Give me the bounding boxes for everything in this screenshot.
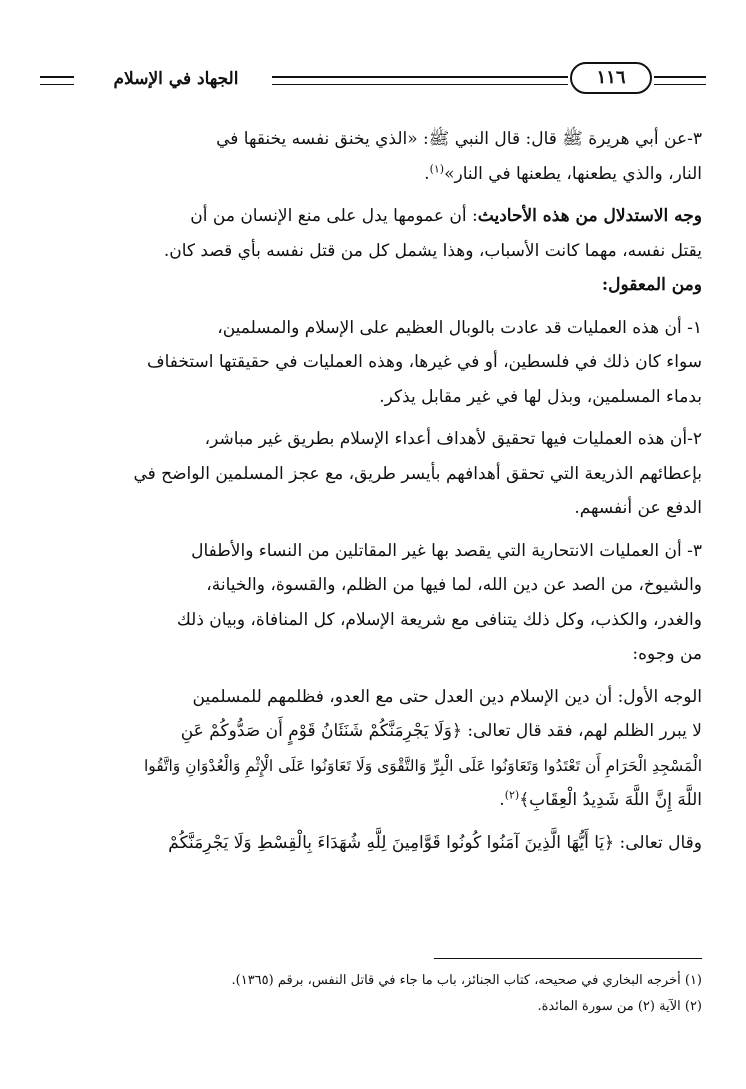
inference-paragraph	[40, 199, 702, 268]
text-line: بدماء المسلمين، وبذل لها في غير مقابل يذكر.	[379, 386, 702, 407]
punctuation: .	[424, 163, 430, 184]
text-line: ٣-عن أبي هريرة ﷺ قال: قال النبي ﷺ: «الذي يخنق نفسه يخنقها في	[216, 129, 702, 149]
quran-line: اللَّهَ إِنَّ اللَّهَ شَدِيدُ الْعِقَابِ﴾	[519, 790, 702, 810]
footnotes	[40, 968, 702, 1020]
text-line: : أن عمومها يدل على منع الإنسان من أن	[190, 206, 478, 226]
footnote: (١) أخرجه البخاري في صحيحه، كتاب الجنائز، باب ما جاء في قاتل النفس، برقم (١٣٦٥).	[231, 973, 702, 988]
first-aspect-paragraph	[40, 680, 702, 818]
text-line: والغدر، والكذب، وكل ذلك يتنافى مع شريعة الإسلام، كل المنافاة، وبيان ذلك	[176, 609, 702, 630]
footnote-ref[interactable]: (٢)	[504, 788, 520, 802]
maqul-heading: ومن المعقول:	[601, 275, 702, 295]
hadith-paragraph	[40, 122, 702, 191]
main-text	[40, 122, 702, 860]
text-line: ٣- أن العمليات الانتحارية التي يقصد بها غير المقاتلين من النساء والأطفال	[191, 540, 702, 561]
running-header	[40, 62, 706, 98]
page-number: ١١٦	[570, 62, 652, 94]
text-line: ٢-أن هذه العمليات فيها تحقيق لأهداف أعداء الإسلام بطريق غير مباشر،	[204, 429, 702, 449]
footnote: (٢) الآية (٢) من سورة المائدة.	[537, 999, 702, 1014]
point-paragraph	[40, 311, 702, 415]
text-line: الدفع عن أنفسهم.	[574, 498, 702, 518]
text-line: بإعطائهم الذريعة التي تحقق أهدافهم بأيسر طريق، مع عجز المسلمين الواضح في	[133, 463, 702, 484]
quran-line: الْمَسْجِدِ الْحَرَامِ أَن تَعْتَدُوا وَتَعَاوَنُوا عَلَى الْبِرِّ وَالتَّقْوَى وَلَا تَعَاوَنُوا عَلَى الْإِثْمِ وَالْعُدْوَانِ وَاتَّقُوا	[143, 756, 702, 775]
point-paragraph	[40, 422, 702, 526]
text-line: النار، والذي يطعنها، يطعنها في النار»	[444, 163, 702, 184]
text-line: وقال تعالى: ﴿يَا أَيُّهَا الَّذِينَ آمَنُوا كُونُوا قَوَّامِينَ لِلَّهِ شُهَدَاءَ بِالْقِسْطِ وَلَا يَجْرِمَنَّكُمْ	[168, 832, 702, 853]
inference-heading: وجه الاستدلال من هذه الأحاديث	[477, 206, 702, 226]
header-rule-middle	[272, 76, 568, 85]
punctuation: .	[499, 790, 505, 810]
text-line: سواء كان ذلك في فلسطين، أو في غيرها، وهذه العمليات في حقيقتها استخفاف	[146, 352, 702, 372]
book-title: الجهاد في الإسلام	[113, 69, 239, 89]
text-line: والشيوخ، من الصد عن دين الله، لما فيها من الظلم، والقسوة، والخيانة،	[206, 575, 702, 595]
header-rule-right	[654, 76, 706, 85]
text-line: لا يبرر الظلم لهم، فقد قال تعالى: ﴿وَلَا يَجْرِمَنَّكُمْ شَنَئَانُ قَوْمٍ أَن صَدُّوكُمْ عَنِ	[180, 721, 702, 741]
text-line: الوجه الأول: أن دين الإسلام دين العدل حتى مع العدو، فظلمهم للمسلمين	[192, 686, 702, 707]
footnote-separator	[434, 958, 702, 959]
point-paragraph	[40, 534, 702, 672]
footnote-ref[interactable]: (١)	[429, 161, 445, 175]
header-rule-left	[40, 76, 74, 85]
verse-intro-paragraph	[40, 826, 702, 861]
text-line: من وجوه:	[632, 644, 702, 664]
text-line: يقتل نفسه، مهما كانت الأسباب، وهذا يشمل كل من قتل نفسه بأي قصد كان.	[163, 240, 702, 261]
section-heading	[40, 268, 702, 303]
text-line: ١- أن هذه العمليات قد عادت بالوبال العظيم على الإسلام والمسلمين،	[217, 317, 702, 338]
